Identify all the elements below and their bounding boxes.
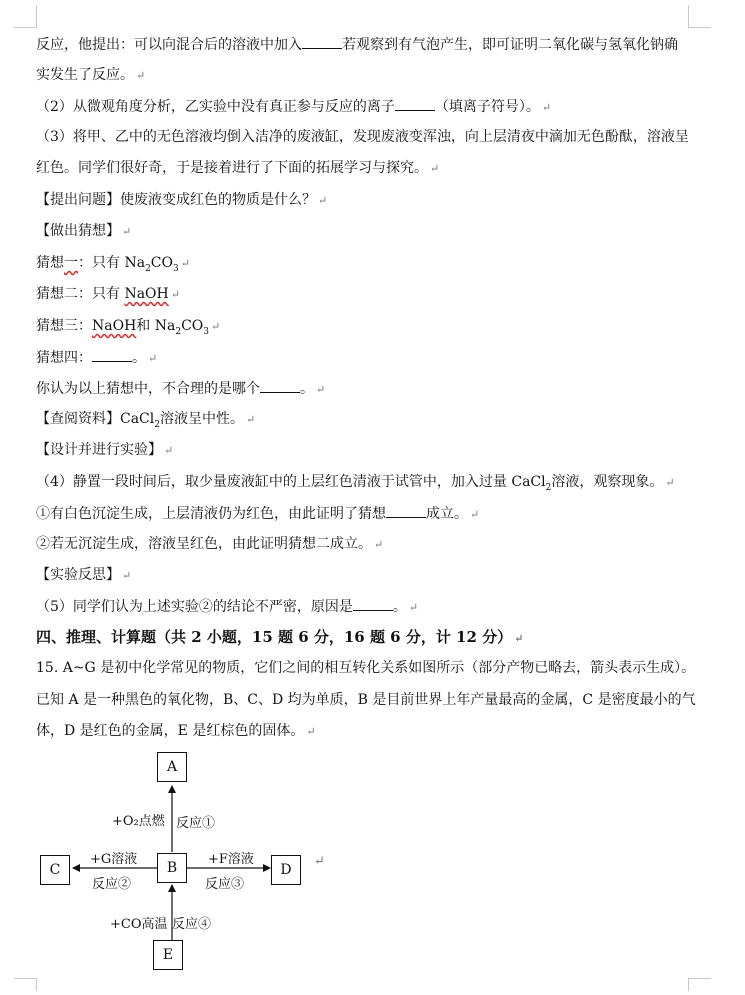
- text: 溶液，观察现象。: [551, 474, 664, 490]
- reaction-2-name: 反应②: [92, 877, 132, 892]
- node-c: C: [40, 855, 70, 885]
- text: 。: [392, 599, 407, 615]
- text: 反应，他提出：可以向混合后的溶液中加入: [36, 37, 302, 53]
- text: 【查阅资料】CaCl: [36, 411, 155, 427]
- formula: NaOH: [92, 318, 137, 334]
- node-d: D: [271, 855, 301, 885]
- paragraph-mark: ↵: [122, 569, 132, 582]
- reaction-3-name: 反应③: [205, 877, 245, 892]
- reaction-4-name: 反应④: [172, 917, 212, 932]
- formula: CO: [150, 255, 173, 271]
- text: 猜想三：: [36, 318, 92, 334]
- subscript: 2: [175, 326, 182, 337]
- paragraph-mark: ↵: [430, 162, 440, 175]
- text: 你认为以上猜想中，不合理的是哪个: [36, 381, 260, 397]
- paragraph-mark: ↵: [122, 225, 132, 238]
- text: 【实验反思】: [36, 567, 120, 583]
- text: （3）将甲、乙中的无色溶液均倒入洁净的废液缸，发现废液变浑浊，向上层清夜中滴加无色酚酞，溶液呈: [36, 129, 689, 145]
- paragraph-mark: ↵: [541, 101, 552, 114]
- text: 猜想四：: [36, 350, 92, 366]
- text: ①有白色沉淀生成，上层清液仍为红色，由此证明了猜想: [36, 506, 386, 522]
- paragraph-mark: ↵: [170, 288, 180, 301]
- reaction-3-condition: +F溶液: [208, 852, 254, 867]
- text: 一: [64, 255, 78, 271]
- text: 若观察到有气泡产生，即可证明二氧化碳与氢氧化钠确: [342, 37, 678, 53]
- text: （4）静置一段时间后，取少量废液缸中的上层红色清液于试管中，加入过量 CaCl: [36, 474, 546, 490]
- paragraph-mark: ↵: [180, 257, 190, 270]
- paragraph-mark: ↵: [665, 476, 675, 489]
- text: 溶液呈中性。: [159, 411, 244, 427]
- paragraph-mark: ↵: [374, 538, 384, 551]
- text: 【提出问题】使废液变成红色的物质是什么？: [36, 192, 316, 208]
- paragraph-mark: ↵: [164, 444, 174, 457]
- text: 【做出猜想】: [36, 223, 120, 239]
- text: 四、推理、计算题（共 2 小题，15 题 6 分，16 题 6 分，计 12 分）: [36, 628, 513, 646]
- text: 实发生了反应。: [36, 67, 134, 83]
- formula: 和 Na: [136, 318, 176, 334]
- text: 猜想: [36, 255, 64, 271]
- text: 已知 A 是一种黑色的氧化物，B、C、D 均为单质，B 是目前世界上年产量最高的金属，C 是密度最小的气: [36, 692, 696, 708]
- paragraph-mark: ↵: [408, 601, 419, 614]
- formula: NaOH: [124, 286, 169, 302]
- text: 红色。同学们很好奇，于是接着进行了下面的拓展学习与探究。: [36, 160, 428, 176]
- subscript: 2: [545, 482, 552, 493]
- paragraph-mark: ↵: [314, 854, 325, 869]
- paragraph-mark: ↵: [316, 383, 326, 396]
- paragraph-mark: ↵: [318, 194, 328, 207]
- text: （5）同学们认为上述实验②的结论不严密，原因是: [36, 599, 353, 615]
- subscript: 2: [145, 263, 151, 274]
- paragraph-mark: ↵: [514, 632, 524, 645]
- text: （2）从微观角度分析，乙实验中没有真正参与反应的离子: [36, 99, 395, 115]
- subscript: 3: [203, 326, 210, 337]
- formula: Na: [124, 255, 146, 271]
- text: 。: [300, 381, 314, 397]
- paragraph-mark: ↵: [306, 725, 316, 738]
- node-e: E: [153, 940, 183, 970]
- formula: CO: [181, 318, 204, 334]
- text: （填离子符号）。: [434, 99, 540, 115]
- reaction-1-condition: +O₂点燃: [112, 814, 165, 829]
- text: 猜想二：只有: [36, 286, 120, 302]
- paragraph-mark: ↵: [136, 69, 146, 82]
- paragraph-mark: ↵: [470, 508, 480, 521]
- subscript: 3: [173, 263, 179, 274]
- paragraph-mark: ↵: [245, 413, 256, 426]
- text: 15. A~G 是初中化学常见的物质，它们之间的相互转化关系如图所示（部分产物已略去，箭头表示生成）。: [36, 660, 696, 676]
- text: 成立。: [426, 506, 468, 522]
- reaction-4-condition: +CO高温: [110, 917, 168, 932]
- paragraph-mark: ↵: [211, 320, 221, 333]
- text: 【设计并进行实验】: [36, 442, 162, 458]
- subscript: 2: [154, 419, 160, 430]
- text: ：只有: [78, 255, 120, 271]
- text: ②若无沉淀生成，溶液呈红色，由此证明猜想二成立。: [36, 536, 372, 552]
- reaction-1-name: 反应①: [176, 816, 216, 831]
- paragraph-mark: ↵: [148, 352, 158, 365]
- text: 体，D 是红色的金属，E 是红棕色的固体。: [36, 723, 305, 739]
- node-a: A: [157, 752, 187, 782]
- node-b: B: [157, 853, 187, 883]
- reaction-2-condition: +G溶液: [90, 852, 138, 867]
- text: 。: [132, 350, 146, 366]
